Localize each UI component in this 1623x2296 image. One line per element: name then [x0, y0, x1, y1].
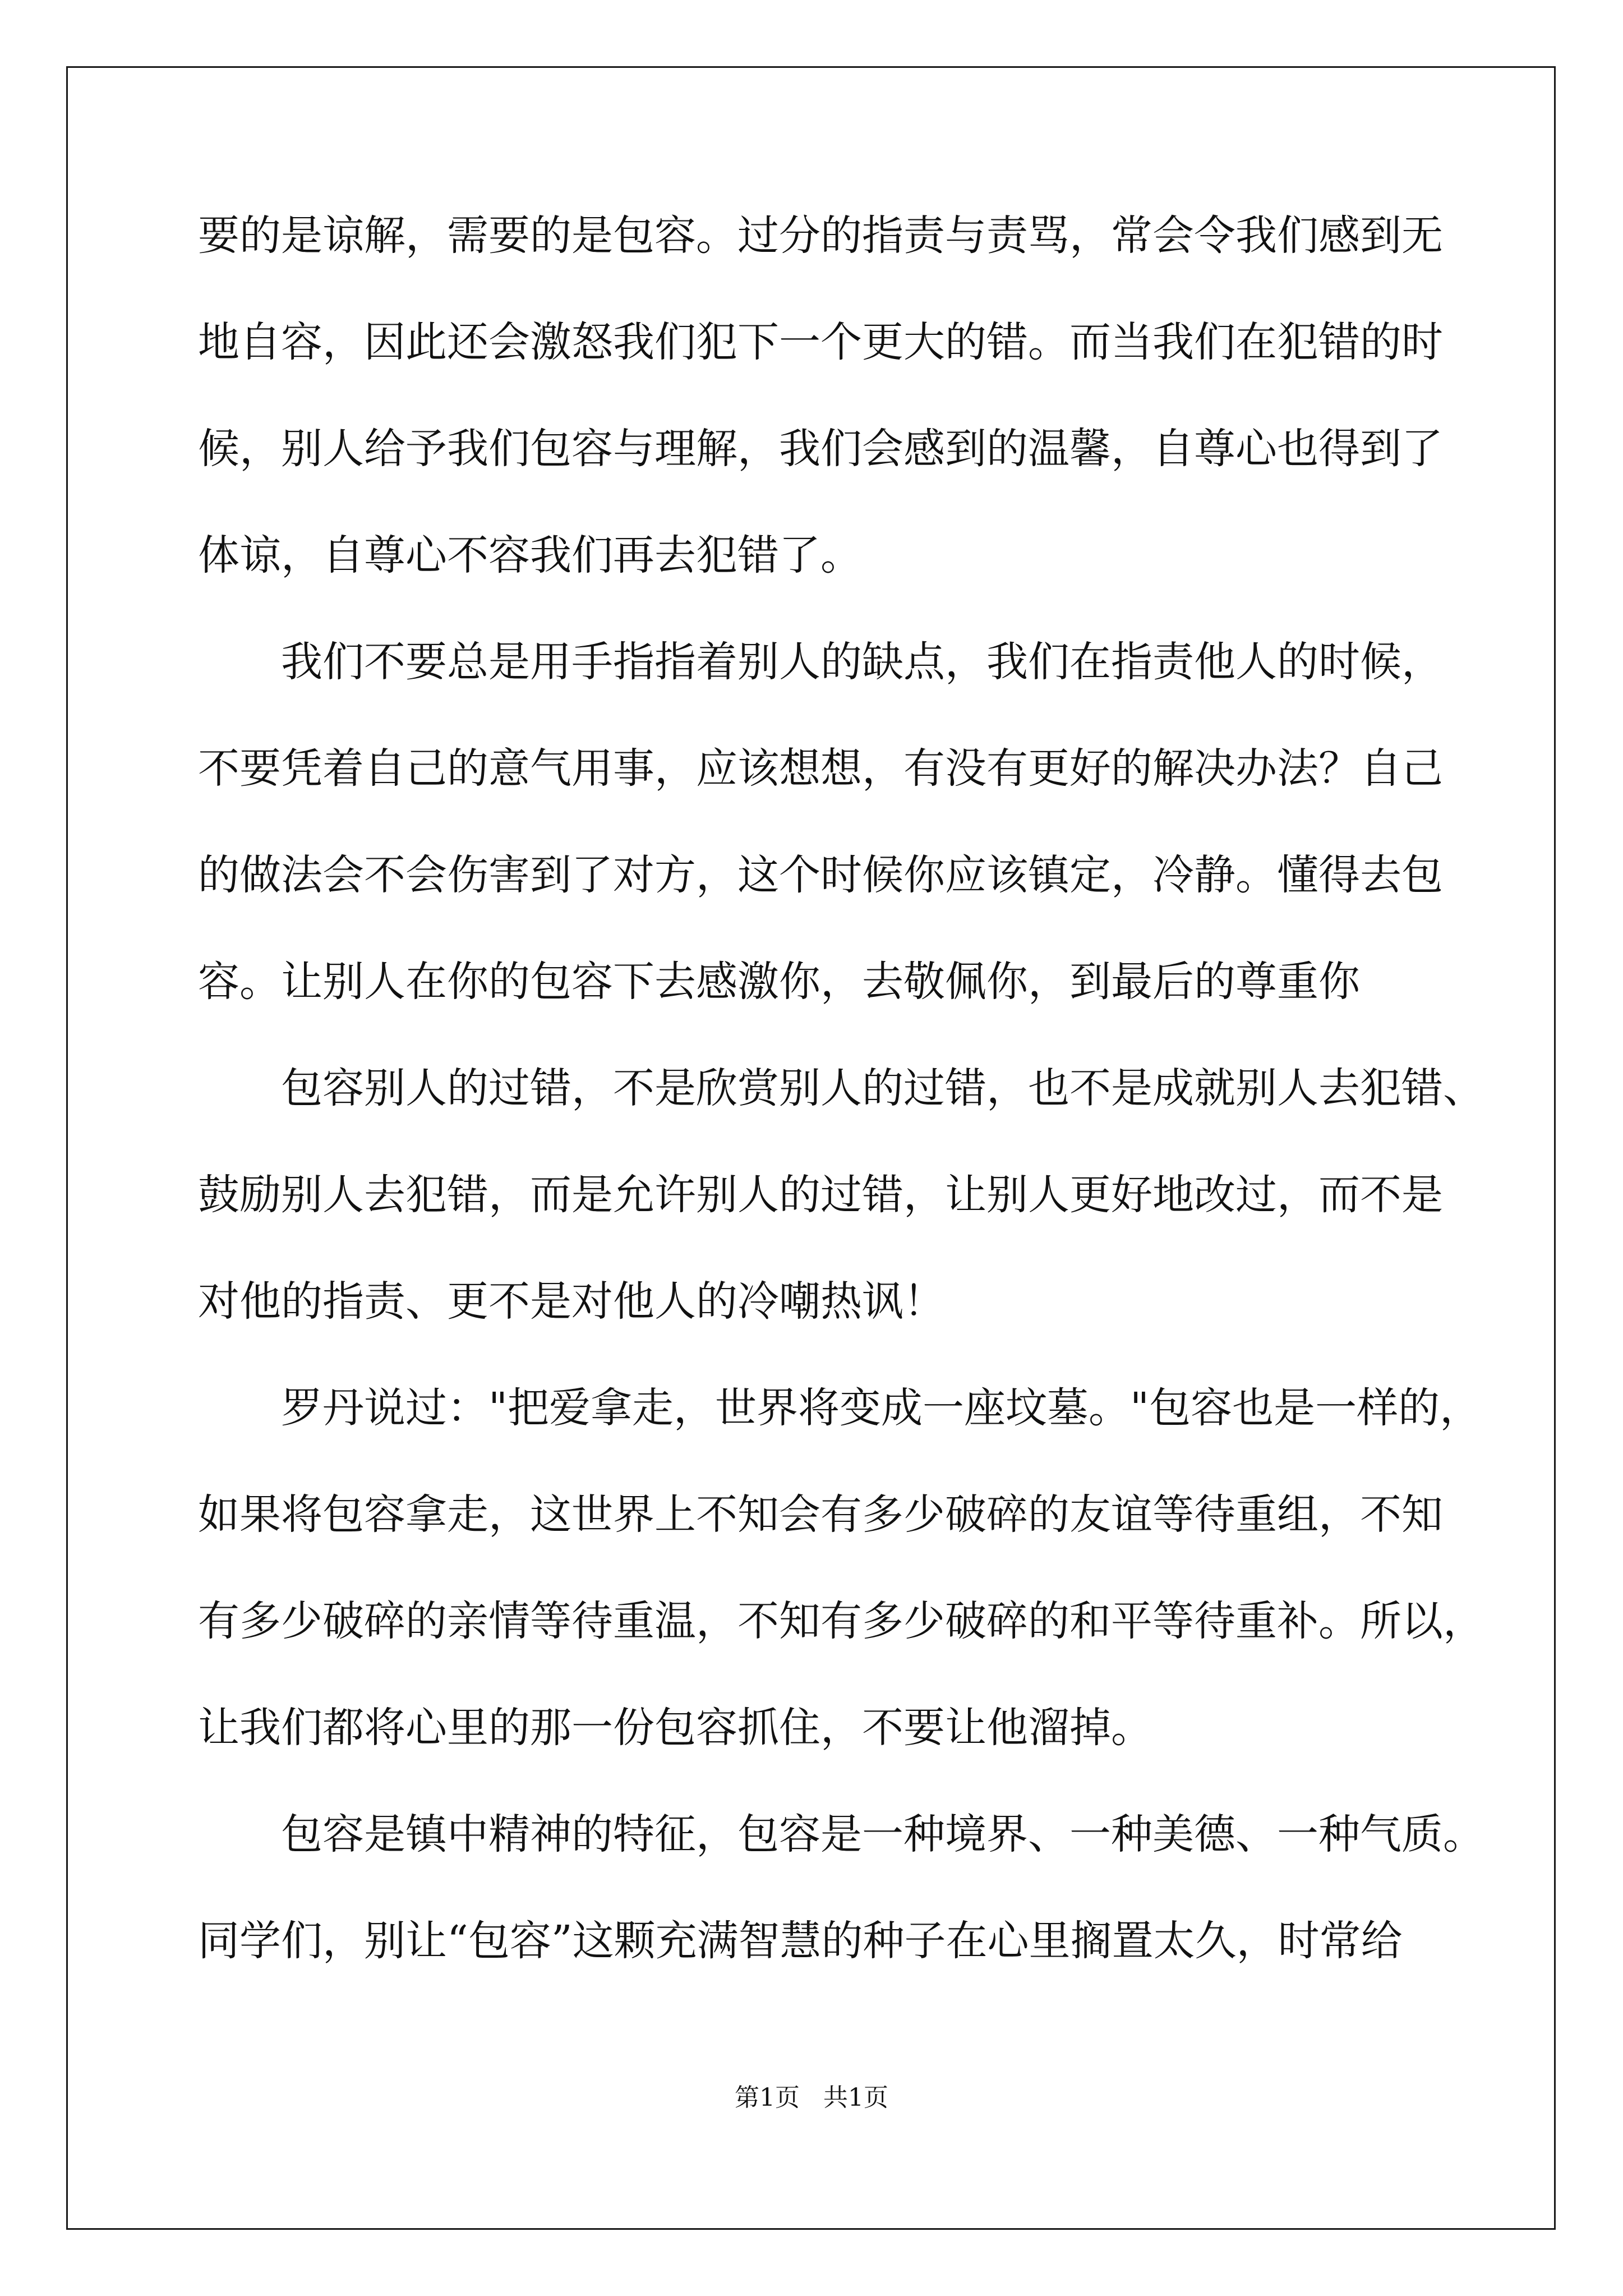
text-line: 体谅，自尊心不容我们再去犯错了。: [198, 531, 862, 579]
page-number: 第1页: [735, 2083, 800, 2112]
text-line: 对他的指责、更不是对他人的冷嘲热讽！: [198, 1277, 945, 1326]
text-line: 我们不要总是用手指指着别人的缺点，我们在指责他人的时候，: [198, 638, 1443, 686]
text-line: 地自容，因此还会激怒我们犯下一个更大的错。而当我们在犯错的时: [198, 318, 1443, 366]
text-line: 如果将包容拿走，这世界上不知会有多少破碎的友谊等待重组，不知: [198, 1490, 1443, 1539]
text-line: 让我们都将心里的那一份包容抓住，不要让他溜掉。: [198, 1704, 1152, 1752]
text-line: 罗丹说过："把爱拿走，世界将变成一座坟墓。"包容也是一样的，: [198, 1384, 1482, 1432]
text-line: 候，别人给予我们包容与理解，我们会感到的温馨，自尊心也得到了: [198, 425, 1443, 473]
text-line: 要的是谅解，需要的是包容。过分的指责与责骂，常会令我们感到无: [198, 211, 1443, 260]
page-border: [66, 66, 1556, 2230]
text-line: 包容别人的过错，不是欣赏别人的过错，也不是成就别人去犯错、: [198, 1064, 1484, 1112]
text-line: 不要凭着自己的意气用事，应该想想，有没有更好的解决办法？自己: [198, 744, 1443, 793]
text-line: 包容是镇中精神的特征，包容是一种境界、一种美德、一种气质。: [198, 1810, 1484, 1858]
text-line: 容。让别人在你的包容下去感激你，去敬佩你，到最后的尊重你: [198, 958, 1360, 1006]
text-line: 鼓励别人去犯错，而是允许别人的过错，让别人更好地改过，而不是: [198, 1171, 1443, 1219]
text-line: 的做法会不会伤害到了对方，这个时候你应该镇定，冷静。懂得去包: [198, 851, 1443, 899]
page-footer: [0, 2081, 1623, 2115]
text-line: 同学们，别让“包容”这颗充满智慧的种子在心里搁置太久，时常给: [198, 1917, 1403, 1965]
text-line: 有多少破碎的亲情等待重温，不知有多少破碎的和平等待重补。所以，: [198, 1597, 1484, 1645]
page-total: 共1页: [823, 2083, 888, 2112]
